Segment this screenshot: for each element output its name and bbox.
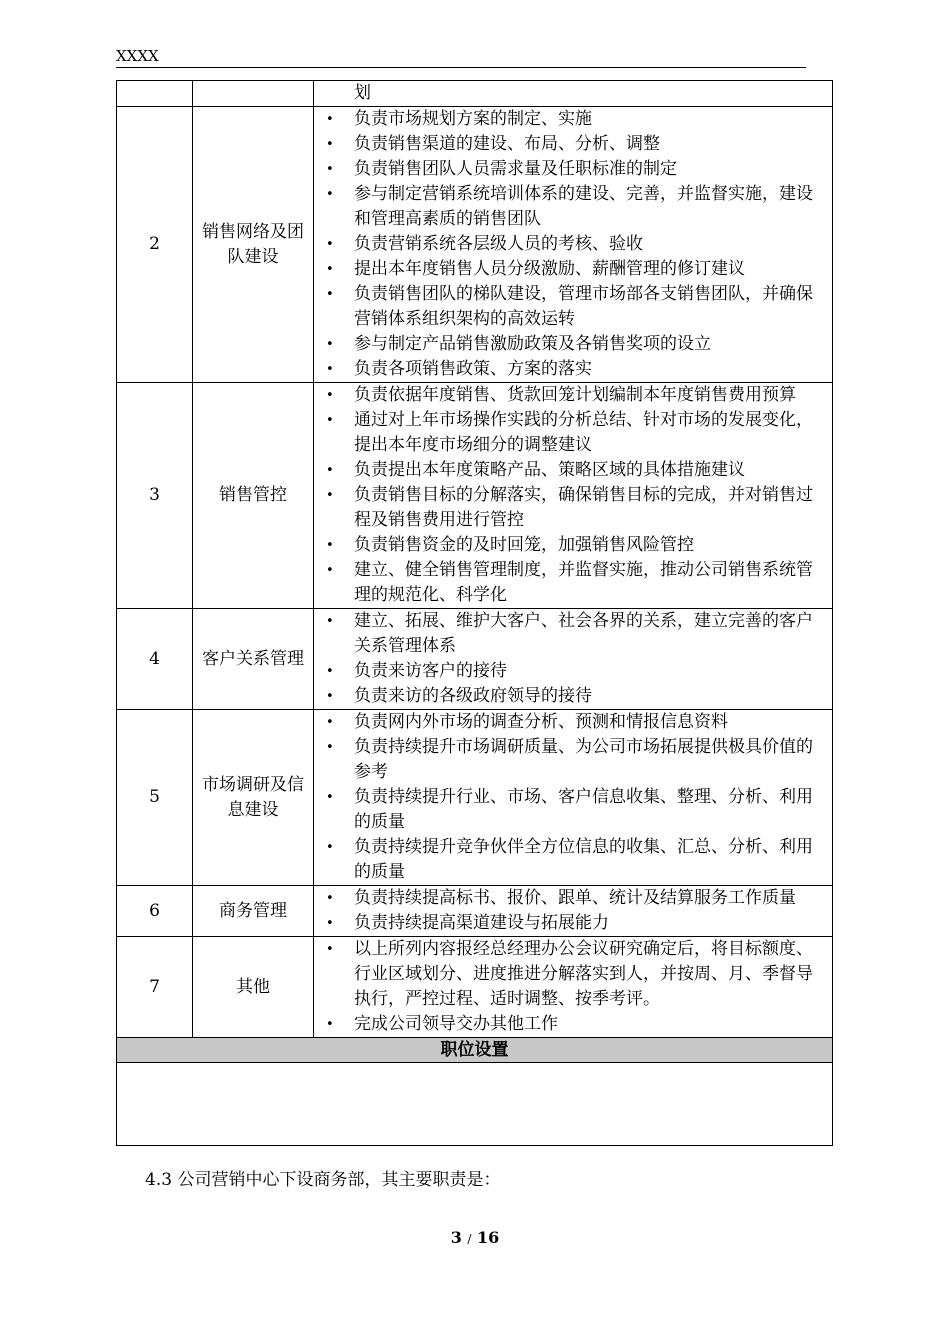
duty-category: 其他 — [193, 937, 314, 1038]
duty-list — [314, 383, 826, 608]
list-item: • 参与制定营销系统培训体系的建设、完善，并监督实施，建设和管理高素质的销售团队 — [314, 182, 826, 232]
page-number — [0, 1228, 950, 1247]
row-number: 6 — [117, 886, 193, 937]
duty-cell — [314, 710, 833, 886]
section-text: 4.3 公司营销中心下设商务部，其主要职责是： — [145, 1170, 501, 1190]
list-item: • 负责销售资金的及时回笼，加强销售风险管控 — [314, 533, 826, 558]
list-item: • 负责网内外市场的调查分析、预测和情报信息资料 — [314, 710, 826, 735]
list-item: • 负责各项销售政策、方案的落实 — [314, 357, 826, 382]
list-item: • 负责来访客户的接待 — [314, 659, 826, 684]
total-pages: 16 — [477, 1228, 500, 1247]
list-item: • 建立、健全销售管理制度，并监督实施，推动公司销售系统管理的规范化、科学化 — [314, 558, 826, 608]
position-content-row — [117, 1063, 833, 1146]
position-header: 职位设置 — [117, 1038, 833, 1063]
table-row — [117, 937, 833, 1038]
duty-cell — [314, 107, 833, 383]
list-item: • 负责持续提升市场调研质量、为公司市场拓展提供极具价值的参考 — [314, 735, 826, 785]
current-page: 3 — [450, 1228, 462, 1247]
table-row — [117, 107, 833, 383]
table-row — [117, 383, 833, 609]
duty-list — [314, 107, 826, 382]
row-number: 3 — [117, 383, 193, 609]
list-item: • 负责持续提升行业、市场、客户信息收集、整理、分析、利用的质量 — [314, 785, 826, 835]
row-number: 5 — [117, 710, 193, 886]
company-name: XXXX — [116, 47, 159, 65]
duty-category: 客户关系管理 — [193, 609, 314, 710]
list-item: • 以上所列内容报经总经理办公会议研究确定后，将目标额度、行业区域划分、进度推进分解落实到人，并按周、月、季督导执行，严控过程、适时调整、按季考评。 — [314, 937, 826, 1012]
list-item: • 完成公司领导交办其他工作 — [314, 1012, 826, 1037]
list-item: • 负责销售渠道的建设、布局、分析、调整 — [314, 132, 826, 157]
duty-list — [314, 609, 826, 709]
page-header — [116, 46, 806, 68]
table-row — [117, 710, 833, 886]
duty-cell — [314, 886, 833, 937]
row-number: 7 — [117, 937, 193, 1038]
row-number: 4 — [117, 609, 193, 710]
duty-cell — [314, 609, 833, 710]
page-separator: / — [467, 1232, 472, 1246]
position-content — [117, 1063, 833, 1146]
table-row-continuation — [117, 81, 833, 107]
position-header-row — [117, 1038, 833, 1063]
name-cell — [193, 81, 314, 107]
duty-category: 销售网络及团队建设 — [193, 107, 314, 383]
list-item: • 负责持续提高标书、报价、跟单、统计及结算服务工作质量 — [314, 886, 826, 911]
table-row — [117, 609, 833, 710]
continuation-text: 划 — [354, 83, 371, 103]
row-number: 2 — [117, 107, 193, 383]
list-item: • 负责销售目标的分解落实，确保销售目标的完成，并对销售过程及销售费用进行管控 — [314, 483, 826, 533]
list-item: • 提出本年度销售人员分级激励、薪酬管理的修订建议 — [314, 257, 826, 282]
duty-list — [314, 937, 826, 1037]
list-item: • 负责市场规划方案的制定、实施 — [314, 107, 826, 132]
duty-cell — [314, 383, 833, 609]
duty-cell — [314, 937, 833, 1038]
list-item: • 负责提出本年度策略产品、策略区域的具体措施建议 — [314, 458, 826, 483]
list-item: • 通过对上年市场操作实践的分析总结、针对市场的发展变化，提出本年度市场细分的调整建议 — [314, 408, 826, 458]
duty-category: 销售管控 — [193, 383, 314, 609]
list-item: • 负责持续提升竞争伙伴全方位信息的收集、汇总、分析、利用的质量 — [314, 835, 826, 885]
table-row — [117, 886, 833, 937]
duty-list — [314, 886, 826, 936]
list-item: • 负责来访的各级政府领导的接待 — [314, 684, 826, 709]
duty-list — [314, 710, 826, 885]
duty-category: 商务管理 — [193, 886, 314, 937]
list-item: • 负责销售团队的梯队建设，管理市场部各支销售团队，并确保营销体系组织架构的高效运转 — [314, 282, 826, 332]
list-item: • 负责依据年度销售、货款回笼计划编制本年度销售费用预算 — [314, 383, 826, 408]
list-item: • 负责持续提高渠道建设与拓展能力 — [314, 911, 826, 936]
duties-table — [116, 80, 833, 1146]
num-cell — [117, 81, 193, 107]
list-item: • 参与制定产品销售激励政策及各销售奖项的设立 — [314, 332, 826, 357]
list-item: • 负责营销系统各层级人员的考核、验收 — [314, 232, 826, 257]
duty-cell — [314, 81, 833, 107]
list-item: • 建立、拓展、维护大客户、社会各界的关系，建立完善的客户关系管理体系 — [314, 609, 826, 659]
duty-category: 市场调研及信息建设 — [193, 710, 314, 886]
list-item: • 负责销售团队人员需求量及任职标准的制定 — [314, 157, 826, 182]
